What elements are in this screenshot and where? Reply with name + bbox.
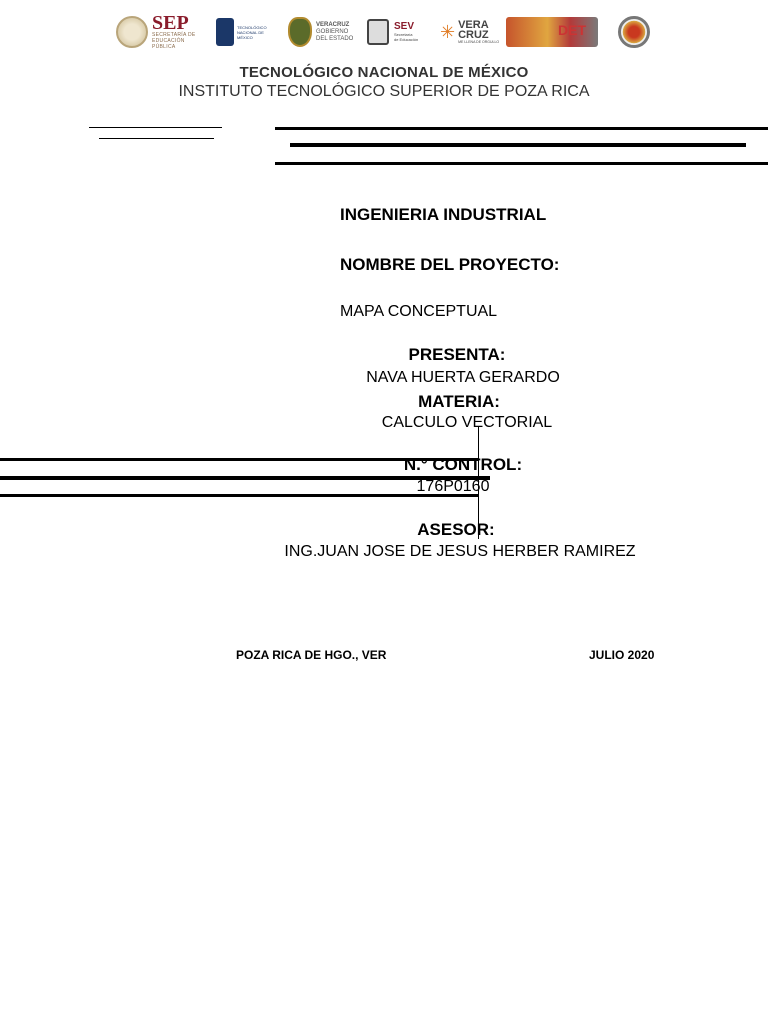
- tecnm-logo-text: TECNOLÓGICO NACIONAL DE MÉXICO: [237, 24, 267, 40]
- mexico-seal-icon: [116, 16, 148, 48]
- career-title: INGENIERIA INDUSTRIAL: [340, 205, 547, 224]
- sev-line1: Secretaría: [394, 32, 413, 37]
- project-label: NOMBRE DEL PROYECTO:: [340, 255, 560, 274]
- veracruz-star-icon: ✳: [440, 22, 456, 42]
- veracruz-brand-tagline: ME LLENA DE ORGULLO: [458, 39, 500, 44]
- veracruz-line3: DEL ESTADO: [316, 35, 354, 42]
- sep-logo: [116, 14, 208, 50]
- veracruz-shield-icon: [288, 17, 312, 47]
- tecnm-logo-icon: [216, 18, 234, 46]
- right-rule-1: [275, 127, 768, 130]
- veracruz-brand-logo: [440, 14, 499, 50]
- sev-logo-icon: [367, 19, 389, 45]
- dgest-logo-text: DET: [558, 22, 586, 38]
- sep-title: SEP: [152, 12, 189, 34]
- advisor-label: ASESOR:: [417, 520, 495, 539]
- veracruz-line2: GOBIERNO: [316, 28, 349, 35]
- control-label: N.° CONTROL:: [403, 455, 523, 474]
- sev-line2: de Educación: [394, 37, 419, 42]
- institution-subtitle: INSTITUTO TECNOLÓGICO SUPERIOR DE POZA RICA: [178, 83, 590, 100]
- control-number: 176P0160: [416, 478, 490, 495]
- sep-subtitle: SECRETARÍA DE EDUCACIÓN PÚBLICA: [152, 32, 196, 50]
- tecnm-logo: [216, 14, 275, 50]
- presents-label: PRESENTA:: [408, 345, 506, 364]
- footer-place: POZA RICA DE HGO., VER: [236, 648, 387, 662]
- veracruz-brand-line2: CRUZ: [458, 28, 489, 41]
- veracruz-gov-logo: [288, 14, 353, 50]
- sev-title: SEV: [394, 21, 415, 32]
- veracruz-brand-line1: VERA: [458, 18, 489, 31]
- right-rule-3: [275, 162, 768, 165]
- student-name: NAVA HUERTA GERARDO: [366, 369, 560, 386]
- veracruz-line1: VERACRUZ: [316, 21, 350, 28]
- itspr-seal-icon: [618, 16, 650, 48]
- left-rule-top: [89, 127, 222, 128]
- right-rule-2: [290, 143, 746, 147]
- sev-logo: [367, 14, 418, 50]
- dgest-logo: [506, 14, 598, 50]
- subject-name: CALCULO VECTORIAL: [381, 414, 553, 431]
- subject-label: MATERIA:: [418, 392, 500, 411]
- left-rule-bottom: [99, 138, 214, 139]
- itspr-logo: [618, 14, 650, 50]
- footer-date: JULIO 2020: [589, 648, 655, 662]
- institution-title: TECNOLÓGICO NACIONAL DE MÉXICO: [239, 64, 529, 81]
- advisor-name: ING.JUAN JOSE DE JESUS HERBER RAMIREZ: [284, 543, 636, 560]
- project-name: MAPA CONCEPTUAL: [340, 303, 498, 320]
